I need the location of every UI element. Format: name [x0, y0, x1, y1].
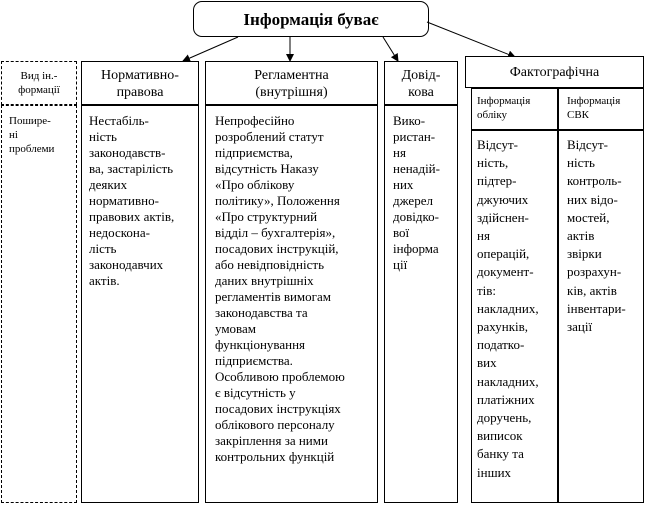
side-row-box [1, 105, 77, 503]
diagram-title: Інформація буває [243, 10, 379, 29]
factual-sub2-header-box [558, 88, 644, 130]
normative-body-text: Нестабіль- ність законодавств- ва, застарілість деяких нормативно- правових актів, недоскона- лість законодавчих актів. [89, 113, 175, 288]
arrow-to-normative [183, 37, 238, 61]
regulatory-body-box [205, 105, 378, 503]
normative-body-box [81, 105, 199, 503]
regulatory-header-label: Регламентна (внутрішня) [254, 68, 329, 100]
side-header-box [1, 61, 77, 105]
regulatory-header-box [205, 61, 378, 105]
normative-header-label: Нормативно- правова [101, 68, 179, 100]
reference-header-label: Довід- кова [401, 68, 441, 100]
side-header-label: Вид ін.- формації [18, 70, 60, 96]
side-row-label: Пошире- ні проблеми [9, 115, 55, 155]
factual-header-label: Фактографічна [509, 65, 600, 80]
normative-header-box [81, 61, 199, 105]
reference-body-text: Вико- ристан- ня ненадій- них джерел довідко- вої інформа ції [393, 113, 440, 272]
reference-header-box [384, 61, 458, 105]
factual-sub1-body-box [471, 130, 558, 503]
factual-sub2-header-label: Інформація СВК [567, 95, 621, 121]
arrow-to-factual [427, 22, 515, 57]
factual-sub1-body-text: Відсут- ність, підтер- джуючих здійснен- ня операцій, документ- тів: накладних, рахунків, податко- вих накладних, платіжних доручень, виписок банку та інших [477, 137, 539, 480]
factual-header-box [465, 56, 644, 88]
factual-sub2-body-text: Відсут- ність контроль- них відо- мостей, актів звірки розрахун- ків, актів інвентари- зації [567, 137, 626, 335]
factual-sub1-header-label: Інформація обліку [477, 95, 531, 121]
factual-sub2-body-box [558, 130, 644, 503]
regulatory-body-text: Непрофесійно розроблений статут підприємства, відсутність Наказу «Про облікову політику», Положення «Про структурний відділ – бухгалтерія», посадових інструкцій, або невідповідність даних внутрішніх регламентів вимогам законодавства та умовам функціонування підприємства. Особливою проблемою є відсутність у посадових інструкціях облікового персоналу закріплення за ними контрольних функцій [215, 113, 345, 464]
arrow-to-reference [383, 37, 398, 61]
factual-sub1-header-box [471, 88, 558, 130]
reference-body-box [384, 105, 458, 503]
